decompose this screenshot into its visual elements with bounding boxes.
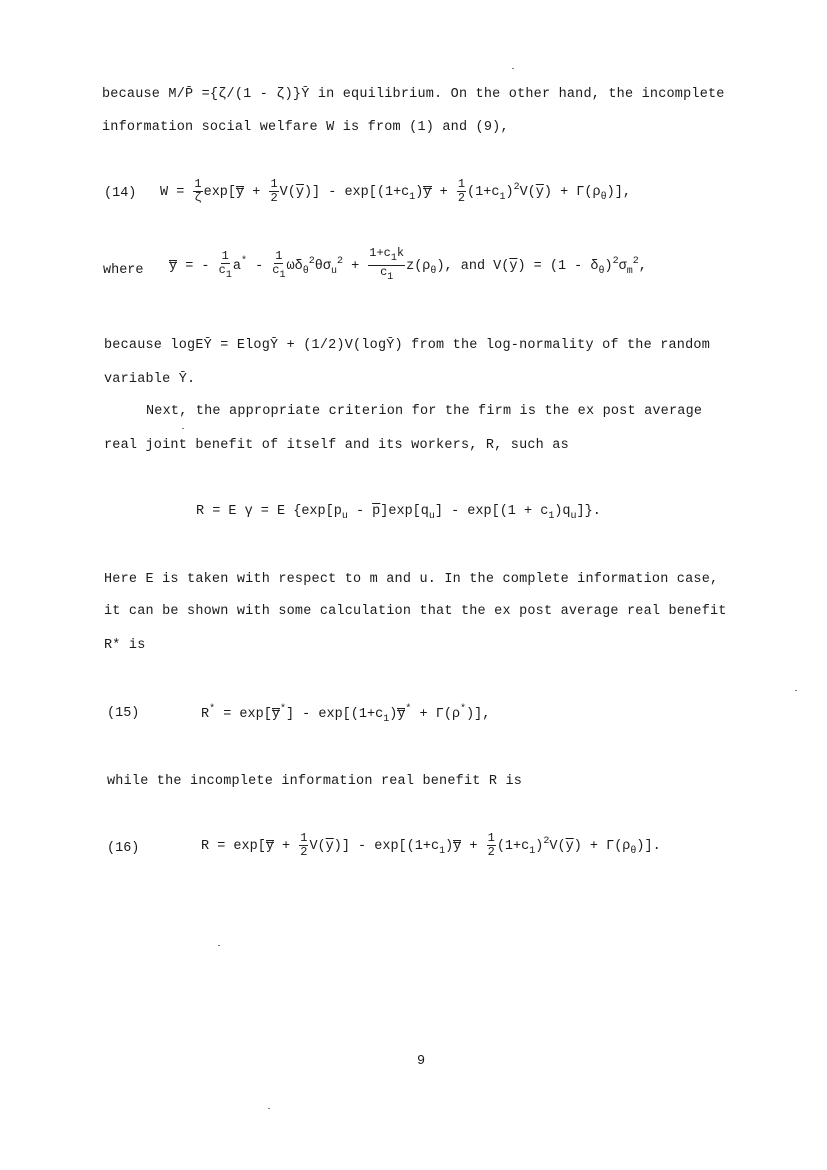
equation-16 <box>107 832 727 868</box>
scan-speck <box>795 690 797 691</box>
text-line-8: it can be shown with some calculation that the ex post average real benefit <box>104 604 727 619</box>
page-number: 9 <box>417 1054 426 1069</box>
where-word: where <box>103 263 144 278</box>
scan-speck <box>182 428 184 429</box>
where-math: y = - $\frac{1}{c_1}$ a* - $\frac{1}{c_1}$ $\omega\delta_\theta^2\theta\sigma_u^2$ + $\frac{1+c_1k}{c_1}$ $z(\rho_\theta)$, and $V(\overline{y}) = (1 - \delta_\theta)^2\sigma_m^2$, <box>169 246 647 283</box>
where-clause <box>103 243 703 291</box>
text-line-1: because M/P̄ ={ζ/(1 - ζ)}Ȳ in equilibrium. On the other hand, the incomplete <box>102 87 725 102</box>
text-line-5: Next, the appropriate criterion for the firm is the ex post average <box>146 404 703 419</box>
scan-speck <box>268 1108 270 1109</box>
text-line-4: variable Ȳ. <box>104 372 196 387</box>
scan-speck <box>218 945 220 946</box>
equation-14-math: W = $\frac{1}{\zeta}$ exp[y + $\frac{1}{2}$ $V(\overline{y})] - \exp[(1+c_1)y$ + $\frac{1}{2}$ $(1+c_1)^2V(\overline{y}) + \Gamma(\rho_\theta)$], <box>160 177 631 205</box>
text-line-6: real joint benefit of itself and its workers, R, such as <box>104 438 569 453</box>
equation-15-math: $R^* = \exp[y^*] - \exp[(1+c_1)y^* + \Gamma(\rho^*)]$, <box>201 704 491 725</box>
equation-14 <box>104 178 724 214</box>
text-line-7: Here E is taken with respect to m and u. In the complete information case, <box>104 572 719 587</box>
text-line-3: because logEȲ = ElogȲ + (1/2)V(logȲ) from the log-normality of the random <box>104 338 710 353</box>
text-line-10: while the incomplete information real benefit R is <box>107 774 523 789</box>
equation-16-math: R = exp[y + $\frac{1}{2}$ $V(\overline{y})] - \exp[(1+c_1)y$ + $\frac{1}{2}$ $(1+c_1)^2V(\overline{y}) + \Gamma(\rho_\theta)$]. <box>201 831 661 859</box>
equation-15 <box>107 704 557 728</box>
equation-r: R = E γ = E $\{\exp[p_u - \overline{p}]\exp[q_u] - \exp[(1 + c_1)q_u]\}$. <box>196 504 601 522</box>
equation-15-label: (15) <box>107 706 140 721</box>
text-line-9: R* is <box>104 638 146 653</box>
equation-16-label: (16) <box>107 841 140 856</box>
equation-14-label: (14) <box>104 186 137 201</box>
text-line-2: information social welfare W is from (1) and (9), <box>102 120 509 135</box>
scan-speck <box>512 68 514 69</box>
